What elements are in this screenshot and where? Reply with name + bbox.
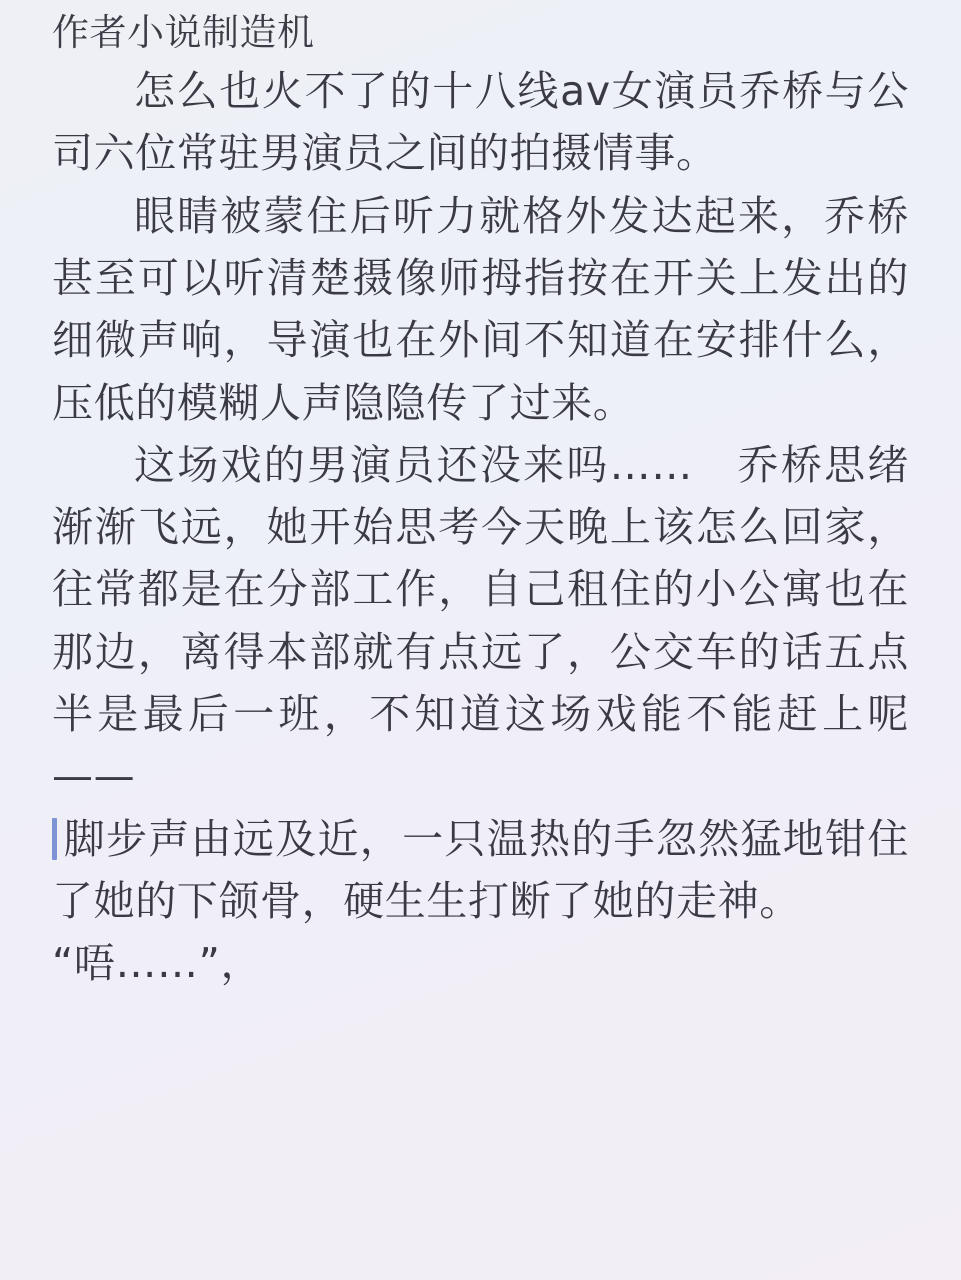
paragraph-footsteps-text: 脚步声由远及近，一只温热的手忽然猛地钳住了她的下颌骨，硬生生打断了她的走神。 xyxy=(52,814,909,925)
source-label: 作者小说制造机 xyxy=(52,11,315,54)
paragraph-summary: 怎么也火不了的十八线av女演员乔桥与公司六位常驻男演员之间的拍摄情事。 xyxy=(52,66,909,178)
paragraph-footsteps xyxy=(52,808,909,933)
quote-bar-icon xyxy=(52,818,57,860)
paragraph-inner-monologue: 这场戏的男演员还没来吗…… 乔桥思绪渐渐飞远，她开始思考今天晚上该怎么回家，往常都是在分部工作，自己租住的小公寓也在那边，离得本部就有点远了，公交车的话五点半是最后一班，不知道这场戏能不能赶上呢—— xyxy=(52,440,909,801)
closing-line: “唔……”， xyxy=(52,939,263,988)
paragraph-scene-hearing: 眼睛被蒙住后听力就格外发达起来，乔桥甚至可以听清楚摄像师拇指按在开关上发出的细微声响，导演也在外间不知道在安排什么，压低的模糊人声隐隐传了过来。 xyxy=(52,191,909,427)
